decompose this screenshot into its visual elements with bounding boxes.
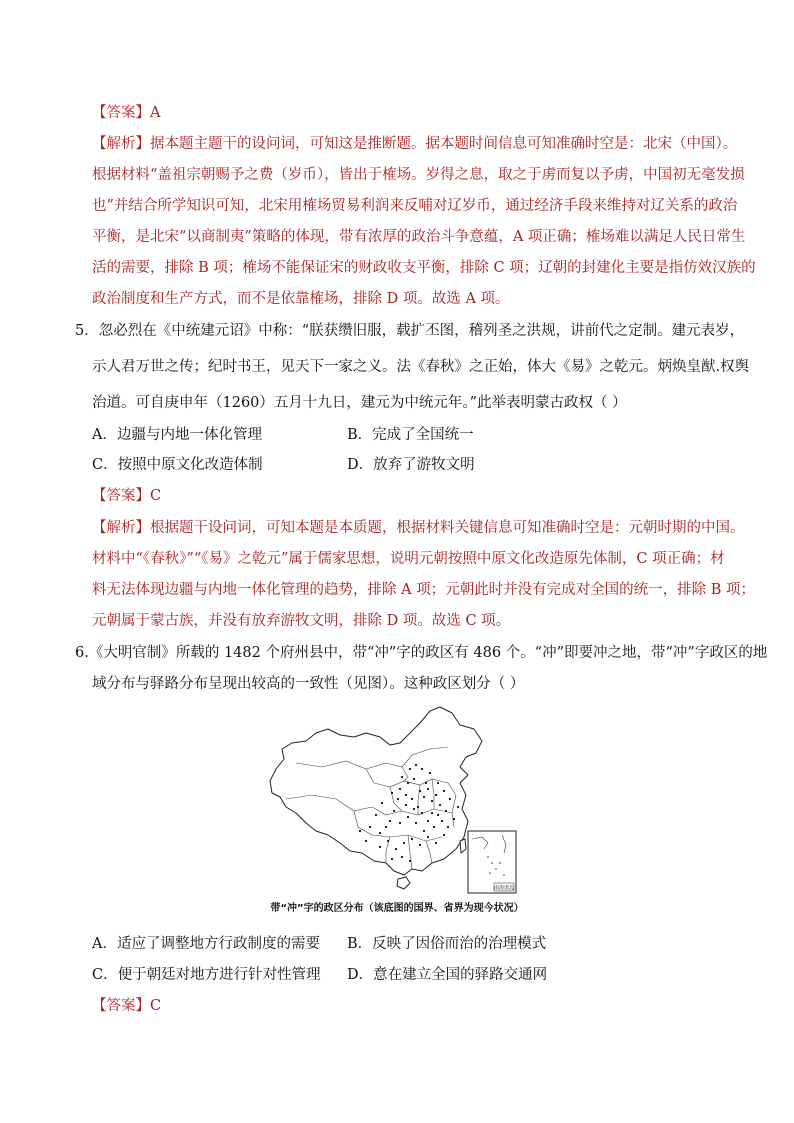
q5-stem-line-1: 5．忽必烈在《中统建元诏》中称：“朕获缵旧服，载扩丕图，稽列圣之洪规，讲前代之定制。建元表岁， — [75, 323, 745, 339]
q6-option-b[interactable]: B．反映了因俗而治的治理模式 — [347, 936, 547, 952]
q5-analysis-line-4: 元朝属于蒙古族，并没有放弃游牧文明，排除 D 项。故选 C 项。 — [92, 613, 511, 629]
analysis-tag: 【解析】 — [92, 520, 150, 536]
q5-analysis-line-2: 材料中“《春秋》”“《易》之乾元”属于儒家思想，说明元朝按照中原文化改造原先体制，C 项正确；材 — [92, 551, 725, 567]
q6-stem-line-2: 域分布与驿路分布呈现出较高的一致性（见图）。这种政区划分（ ） — [92, 676, 525, 692]
q4-answer — [92, 103, 160, 123]
inset-label: 南海诸岛 — [493, 885, 515, 892]
china-map-figure — [262, 703, 530, 897]
answer-value: C — [150, 998, 162, 1014]
q5-analysis-line-3: 料无法体现边疆与内地一体化管理的趋势，排除 A 项；元朝此时并没有完成对全国的统一，排除 B 项； — [92, 582, 756, 598]
q5-stem-line-2: 示人君万世之传；纪时书王，见天下一家之义。法《春秋》之正始，体大《易》之乾元。炳焕皇猷.权舆 — [92, 359, 750, 375]
answer-tag: 【答案】 — [92, 105, 150, 121]
q4-analysis-line-3: 也”并结合所学知识可知，北宋用榷场贸易利润来反哺对辽岁币，通过经济手段来维持对辽关系的政治 — [92, 198, 738, 214]
q6-option-c[interactable]: C．便于朝廷对地方进行针对性管理 — [92, 967, 321, 983]
q6-answer — [92, 996, 161, 1016]
answer-tag: 【答案】 — [92, 998, 150, 1014]
q6-stem-line-1: 6.《大明官制》所载的 1482 个府州县中，带“冲”字的政区有 486 个。“冲”即要冲之地，带“冲”字政区的地 — [75, 645, 768, 661]
answer-value: C — [150, 488, 162, 504]
q5-analysis-line-1: 【解析】根据题干设问词，可知本题是本质题，根据材料关键信息可知准确时空是：元朝时期的中国。 — [92, 520, 745, 536]
analysis-tag: 【解析】 — [92, 136, 150, 152]
q4-analysis-line-2: 根据材料“盖祖宗朝赐予之费（岁币），皆出于榷场。岁得之息，取之于虏而复以予虏，中国初无毫发损 — [92, 167, 745, 183]
q5-option-d[interactable]: D．放弃了游牧文明 — [347, 457, 475, 473]
figure-caption: 带“冲”字的政区分布（该底图的国界、省界为现今状况） — [270, 903, 524, 914]
q4-analysis-line-4: 平衡，是北宋“以商制夷”策略的体现，带有浓厚的政治斗争意蕴，A 项正确；榷场难以满足人民日常生 — [92, 229, 746, 245]
q4-analysis-line-5: 活的需要，排除 B 项；榷场不能保证宋的财政收支平衡，排除 C 项；辽朝的封建化主要是指仿效汉族的 — [92, 260, 756, 276]
q6-option-d[interactable]: D．意在建立全国的驿路交通网 — [347, 967, 548, 983]
q5-stem-line-3: 治道。可自庚申年（1260）五月十九日，建元为中统元年。”此举表明蒙古政权（ ） — [92, 395, 627, 411]
q5-answer — [92, 486, 161, 506]
answer-tag: 【答案】 — [92, 488, 150, 504]
q4-analysis-line-1: 【解析】据本题主题干的设问词，可知这是推断题。据本题时间信息可知准确时空是：北宋（中国）。 — [92, 136, 738, 152]
q6-option-a[interactable]: A．适应了调整地方行政制度的需要 — [92, 936, 320, 952]
q5-option-a[interactable]: A．边疆与内地一体化管理 — [92, 427, 262, 443]
answer-value: A — [150, 105, 161, 121]
q5-option-b[interactable]: B．完成了全国统一 — [347, 427, 474, 443]
q4-analysis-line-6: 政治制度和生产方式，而不是依靠榷场，排除 D 项。故选 A 项。 — [92, 291, 510, 307]
q5-option-c[interactable]: C．按照中原文化改造体制 — [92, 457, 263, 473]
